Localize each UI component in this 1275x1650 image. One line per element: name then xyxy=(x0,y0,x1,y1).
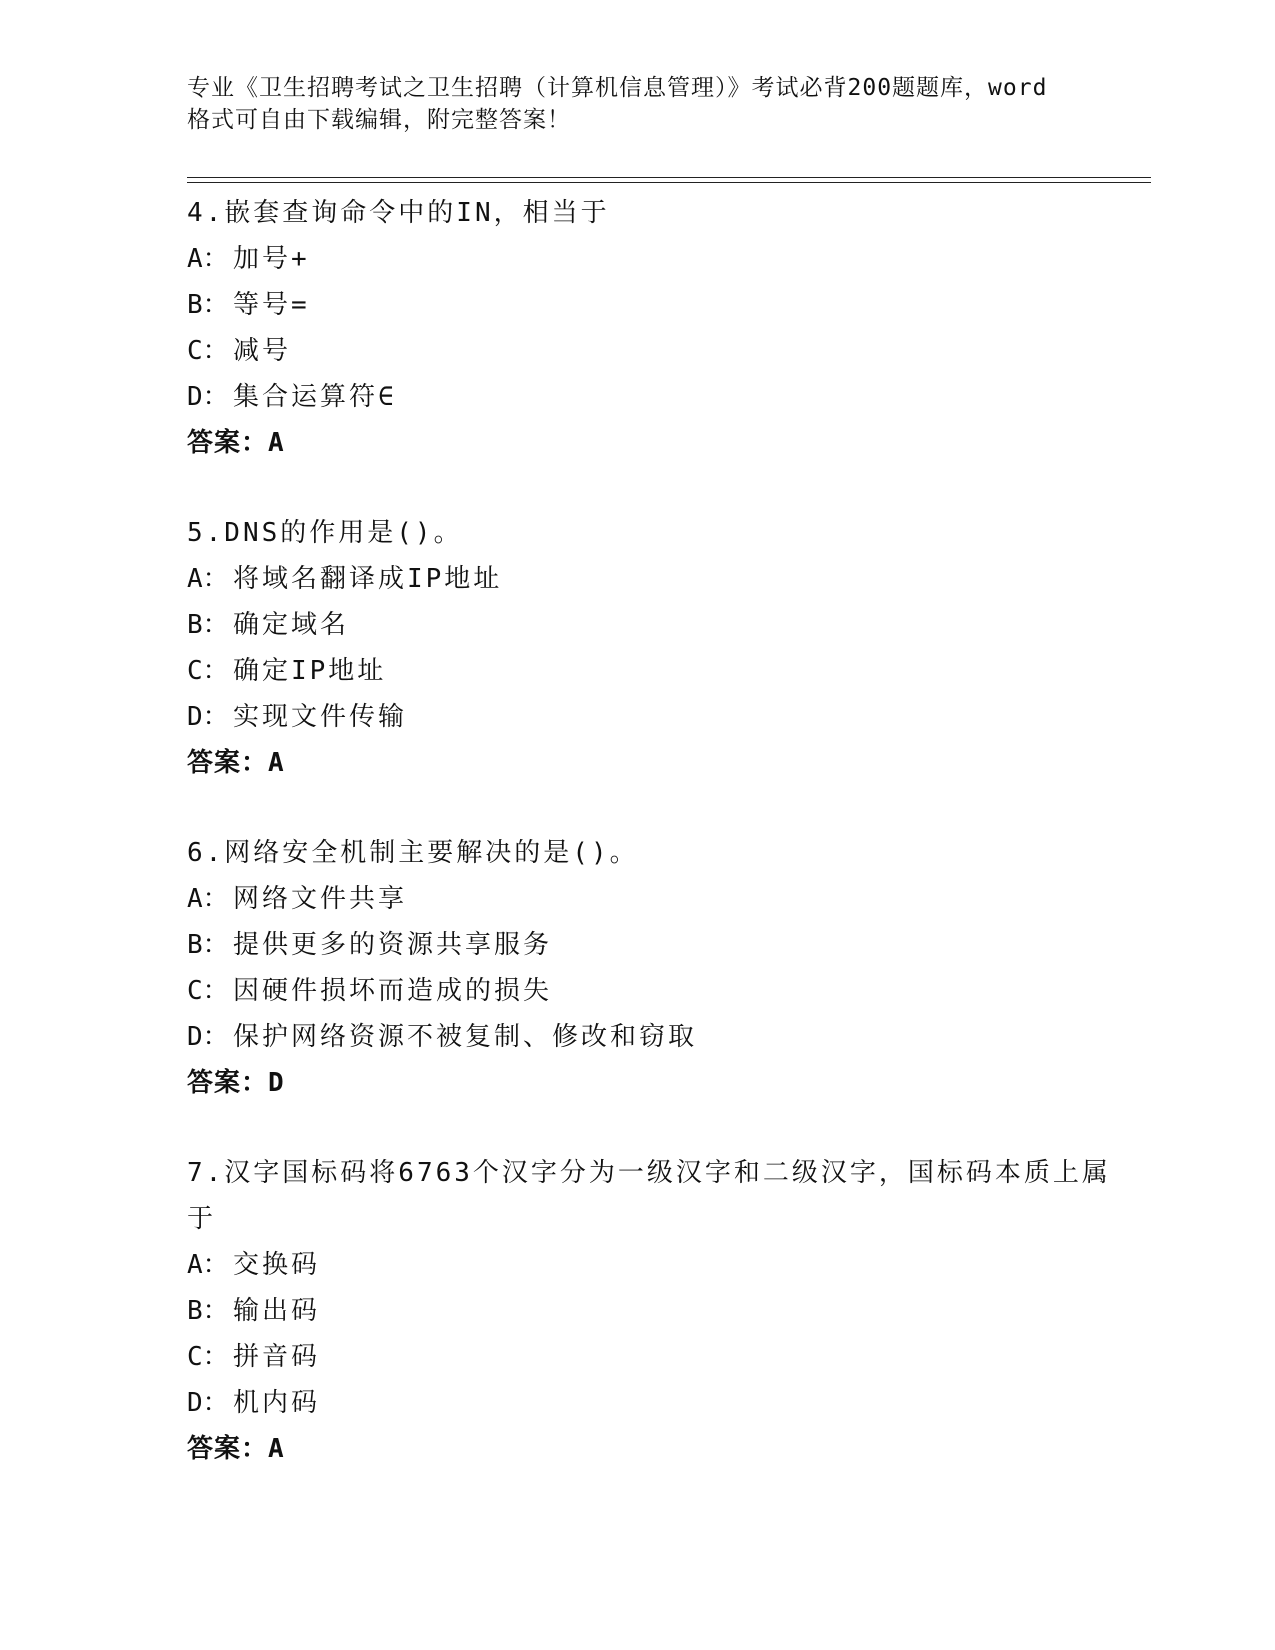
option-text: 加号+ xyxy=(233,244,310,274)
option-label: D： xyxy=(187,1388,229,1418)
option-text: 保护网络资源不被复制、修改和窃取 xyxy=(233,1022,698,1052)
option-a xyxy=(187,1242,1127,1288)
option-c xyxy=(187,1334,1127,1380)
option-c xyxy=(187,968,1127,1014)
option-label: D： xyxy=(187,1022,229,1052)
option-text: 实现文件传输 xyxy=(233,702,408,732)
question-stem: 4.嵌套查询命令中的IN，相当于 xyxy=(187,198,610,228)
question-7 xyxy=(187,1150,1127,1472)
header-divider-top xyxy=(187,177,1151,178)
question-5 xyxy=(187,510,1127,786)
option-text: 确定域名 xyxy=(233,610,350,640)
question-stem: 6.网络安全机制主要解决的是()。 xyxy=(187,838,639,868)
option-b xyxy=(187,1288,1127,1334)
option-text: 等号= xyxy=(233,290,310,320)
option-label: D： xyxy=(187,702,229,732)
option-label: C： xyxy=(187,336,229,366)
option-c xyxy=(187,328,1127,374)
option-b xyxy=(187,282,1127,328)
option-text: 因硬件损坏而造成的损失 xyxy=(233,976,553,1006)
option-text: 集合运算符∈ xyxy=(233,382,397,412)
option-label: C： xyxy=(187,656,229,686)
document-header xyxy=(187,72,1087,136)
option-label: C： xyxy=(187,1342,229,1372)
option-label: A： xyxy=(187,884,229,914)
header-line-1: 专业《卫生招聘考试之卫生招聘（计算机信息管理）》考试必背200题题库，word xyxy=(187,75,1048,101)
option-text: 确定IP地址 xyxy=(233,656,387,686)
header-line-2: 格式可自由下载编辑，附完整答案！ xyxy=(187,107,571,133)
option-label: C： xyxy=(187,976,229,1006)
question-4 xyxy=(187,190,1127,466)
option-text: 输出码 xyxy=(233,1296,321,1326)
option-text: 交换码 xyxy=(233,1250,321,1280)
option-label: B： xyxy=(187,290,229,320)
option-a xyxy=(187,876,1127,922)
option-text: 网络文件共享 xyxy=(233,884,408,914)
question-stem: 5.DNS的作用是()。 xyxy=(187,518,463,548)
option-text: 将域名翻译成IP地址 xyxy=(233,564,503,594)
question-list xyxy=(187,190,1127,1516)
option-d xyxy=(187,1380,1127,1426)
option-a xyxy=(187,236,1127,282)
option-b xyxy=(187,922,1127,968)
option-text: 提供更多的资源共享服务 xyxy=(233,930,553,960)
option-text: 减号 xyxy=(233,336,292,366)
question-6 xyxy=(187,830,1127,1106)
option-a xyxy=(187,556,1127,602)
option-d xyxy=(187,374,1127,420)
option-label: A： xyxy=(187,244,229,274)
option-c xyxy=(187,648,1127,694)
question-stem: 7.汉字国标码将6763个汉字分为一级汉字和二级汉字，国标码本质上属于 xyxy=(187,1158,1111,1234)
option-label: A： xyxy=(187,1250,229,1280)
answer-line: 答案：D xyxy=(187,1068,285,1098)
option-label: B： xyxy=(187,1296,229,1326)
option-label: A： xyxy=(187,564,229,594)
option-label: B： xyxy=(187,930,229,960)
option-label: B： xyxy=(187,610,229,640)
answer-line: 答案：A xyxy=(187,1434,285,1464)
option-text: 机内码 xyxy=(233,1388,321,1418)
option-d xyxy=(187,694,1127,740)
header-divider-bottom xyxy=(187,182,1151,183)
answer-line: 答案：A xyxy=(187,428,285,458)
option-label: D： xyxy=(187,382,229,412)
answer-line: 答案：A xyxy=(187,748,285,778)
option-b xyxy=(187,602,1127,648)
option-d xyxy=(187,1014,1127,1060)
option-text: 拼音码 xyxy=(233,1342,321,1372)
